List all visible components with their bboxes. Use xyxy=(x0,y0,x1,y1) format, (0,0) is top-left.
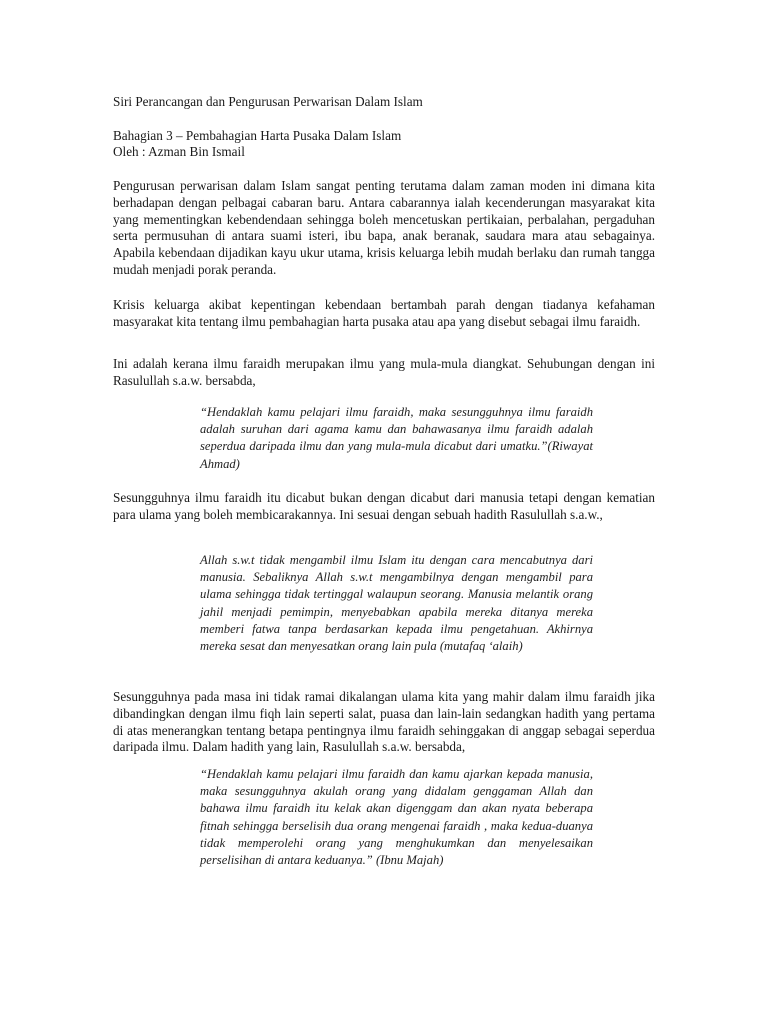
quote-hadith-ahmad: “Hendaklah kamu pelajari ilmu faraidh, maka sesungguhnya ilmu faraidh adalah suruhan dari agama kamu dan bahawasanya ilmu faraidh adalah seperdua daripada ilmu dan yang mula-mula dicabut dari umatku.”(Riwayat Ahmad) xyxy=(200,405,593,471)
part-title: Bahagian 3 – Pembahagian Harta Pusaka Dalam Islam xyxy=(113,128,402,143)
paragraph-crisis: Krisis keluarga akibat kepentingan kebendaan bertambah parah dengan tiadanya kefahaman masyarakat kita tentang ilmu pembahagian harta pusaka atau apa yang disebut sebagai ilmu faraidh. xyxy=(113,297,655,329)
series-title: Siri Perancangan dan Pengurusan Perwarisan Dalam Islam xyxy=(113,94,423,109)
paragraph-intro: Pengurusan perwarisan dalam Islam sangat penting terutama dalam zaman moden ini dimana kita berhadapan dengan pelbagai cabaran baru. Antara cabarannya ialah kecenderungan masyarakat kita yang mementingkan kebendendaan sehingga boleh mencetuskan pertikaian, perbalahan, pergaduhan serta permusuhan di antara suami isteri, ibu bapa, anak beranak, saudara mara atau sebagainya. Apabila kebendaan dijadikan kayu ukur utama, krisis keluarga lebih mudah berlaku dan rumah tangga mudah menjadi porak peranda. xyxy=(113,178,655,277)
paragraph-present-day: Sesungguhnya pada masa ini tidak ramai dikalangan ulama kita yang mahir dalam ilmu faraidh jika dibandingkan dengan ilmu fiqh lain seperti salat, puasa dan lain-lain sedangkan hadith yang pertama di atas menerangkan tentang betapa pentingnya ilmu faraidh sehinggakan di anggap sebagai seperdua daripada ilmu. Dalam hadith yang lain, Rasulullah s.a.w. bersabda, xyxy=(113,689,655,755)
paragraph-ulama: Sesungguhnya ilmu faraidh itu dicabut bukan dengan dicabut dari manusia tetapi dengan kematian para ulama yang boleh membicarakannya. Ini sesuai dengan sebuah hadith Rasulullah s.a.w., xyxy=(113,490,655,522)
author-line: Oleh : Azman Bin Ismail xyxy=(113,144,245,159)
paragraph-reason: Ini adalah kerana ilmu faraidh merupakan ilmu yang mula-mula diangkat. Sehubungan dengan ini Rasulullah s.a.w. bersabda, xyxy=(113,356,655,388)
quote-hadith-mutafaq: Allah s.w.t tidak mengambil ilmu Islam itu dengan cara mencabutnya dari manusia. Sebaliknya Allah s.w.t mengambilnya dengan mengambil para ulama sehingga tidak tertinggal walaupun seorang. Manusia melantik orang jahil menjadi pemimpin, menyebabkan apabila mereka ditanya mereka memberi fatwa tanpa berdasarkan kepada ilmu pengetahuan. Akhirnya mereka sesat dan menyesatkan orang lain pula (mutafaq ‘alaih) xyxy=(200,553,593,654)
quote-hadith-ibnu-majah: “Hendaklah kamu pelajari ilmu faraidh dan kamu ajarkan kepada manusia, maka sesungguhnya akulah orang yang didalam genggaman Allah dan bahawa ilmu faraidh itu kelak akan digenggam dan akan nyata beberapa fitnah sehingga berselisih dua orang mengenai faraidh , maka kedua-duanya tidak memperolehi orang yang menghukumkan dan menyelesaikan perselisihan di antara keduanya.” (Ibnu Majah) xyxy=(200,767,593,868)
